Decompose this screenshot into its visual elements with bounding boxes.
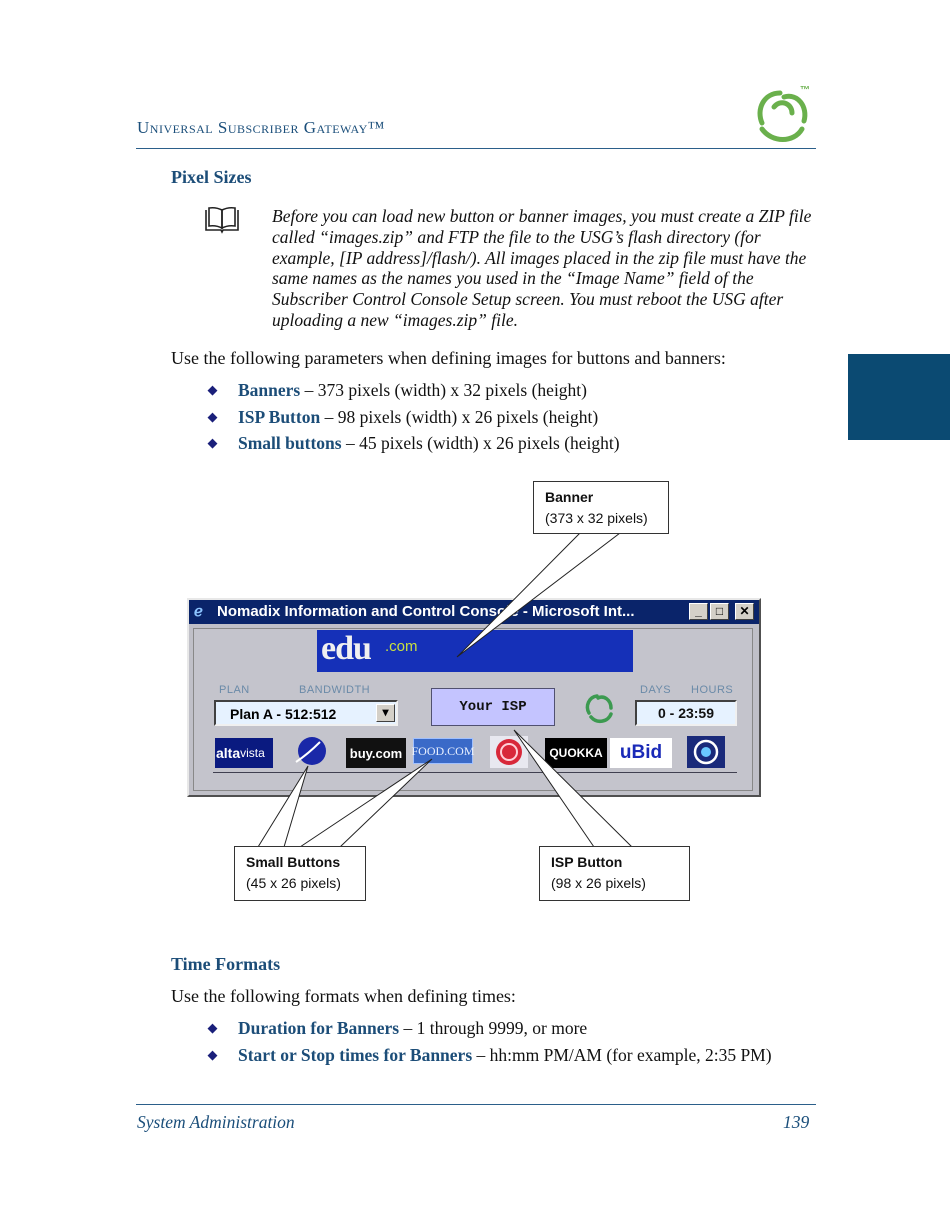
diamond-bullet-icon: ◆ [207,1047,218,1062]
bullet-term: Duration for Banners [238,1018,400,1038]
bullet-text: – hh:mm PM/AM (for example, 2:35 PM) [472,1045,772,1065]
bullet-duration [207,1018,587,1039]
callout-banner-title: Banner [545,489,594,505]
banner-pointer [457,533,620,657]
callout-isp-size: (98 x 26 pixels) [551,875,646,891]
bullet-term: Banners [238,380,301,400]
quokka-label: QUOKKA [549,746,603,760]
close-button[interactable]: ✕ [735,603,754,620]
days-label: DAYS [640,684,672,696]
banner-logo: edu [321,630,371,667]
heading-time-formats: Time Formats [171,954,281,974]
bandwidth-label: BANDWIDTH [299,684,371,696]
food-label: FOOD.COM [411,743,475,758]
ie-icon: ℯ [194,603,203,620]
altavista-label: alta [216,745,241,761]
bullet-text: – 1 through 9999, or more [399,1018,588,1038]
callout-small-size: (45 x 26 pixels) [246,875,341,891]
small-buttons-pointer-2 [300,759,432,847]
diamond-bullet-icon: ◆ [207,409,218,424]
callout-banner [533,481,669,534]
callout-banner-size: (373 x 32 pixels) [545,510,648,526]
isp-button-label: Your ISP [459,699,527,715]
small-buttons-pointer-1 [258,766,308,847]
chevron-down-icon[interactable]: ▾ [376,704,395,722]
time-value: 0 - 23:59 [657,705,715,721]
heading-pixel-sizes: Pixel Sizes [171,167,252,187]
isp-pointer [514,730,632,847]
callout-isp-title: ISP Button [551,854,623,870]
diamond-bullet-icon: ◆ [207,1020,218,1035]
footer-section: System Administration [137,1112,295,1132]
altavista-label-suffix: vista [240,746,265,760]
callout-small-buttons [234,846,366,901]
window-title: Nomadix Information and Control Console - Microsoft Int... [217,603,635,620]
bullet-term: Small buttons [238,433,342,453]
bullet-term: ISP Button [238,407,321,427]
diamond-bullet-icon: ◆ [207,382,218,397]
minimize-button[interactable]: _ [689,603,708,620]
ubid-label: uBid [619,742,663,763]
banner-logo-suffix: .com [385,638,418,655]
diamond-bullet-icon: ◆ [207,435,218,450]
callout-small-title: Small Buttons [246,854,341,870]
note-paragraph: Before you can load new button or banner images, you must create a ZIP file called “images.zip” and FTP the file to the USG’s flash directory (for example, [IP address]/flash/). All images placed in the zip file must have the same names as the names you used in the “Image Name” field of the Subscriber Control Console Setup screen. You must reboot the USG after uploading a new “images.zip” file. [272,206,812,330]
pixel-intro: Use the following parameters when defining images for buttons and banners: [171,348,726,368]
footer-rule [136,1104,816,1105]
bullet-start-stop [207,1045,772,1066]
trademark-mark: ™ [800,85,810,96]
running-header-title: Universal Subscriber Gateway™ [137,118,385,137]
bullet-text: – 98 pixels (width) x 26 pixels (height) [320,407,599,427]
maximize-button[interactable]: □ [710,603,729,620]
hours-label: HOURS [691,684,734,696]
buy-label: buy.com [349,745,403,761]
plan-select-value: Plan A - 512:512 [230,706,337,722]
bullet-text: – 373 pixels (width) x 32 pixels (height) [300,380,588,400]
bullet-term: Start or Stop times for Banners [238,1045,473,1065]
time-intro: Use the following formats when defining times: [171,986,516,1006]
page-number: 139 [783,1112,810,1132]
plan-label: PLAN [219,684,250,696]
bullet-text: – 45 pixels (width) x 26 pixels (height) [341,433,620,453]
callout-isp-button [539,846,690,901]
